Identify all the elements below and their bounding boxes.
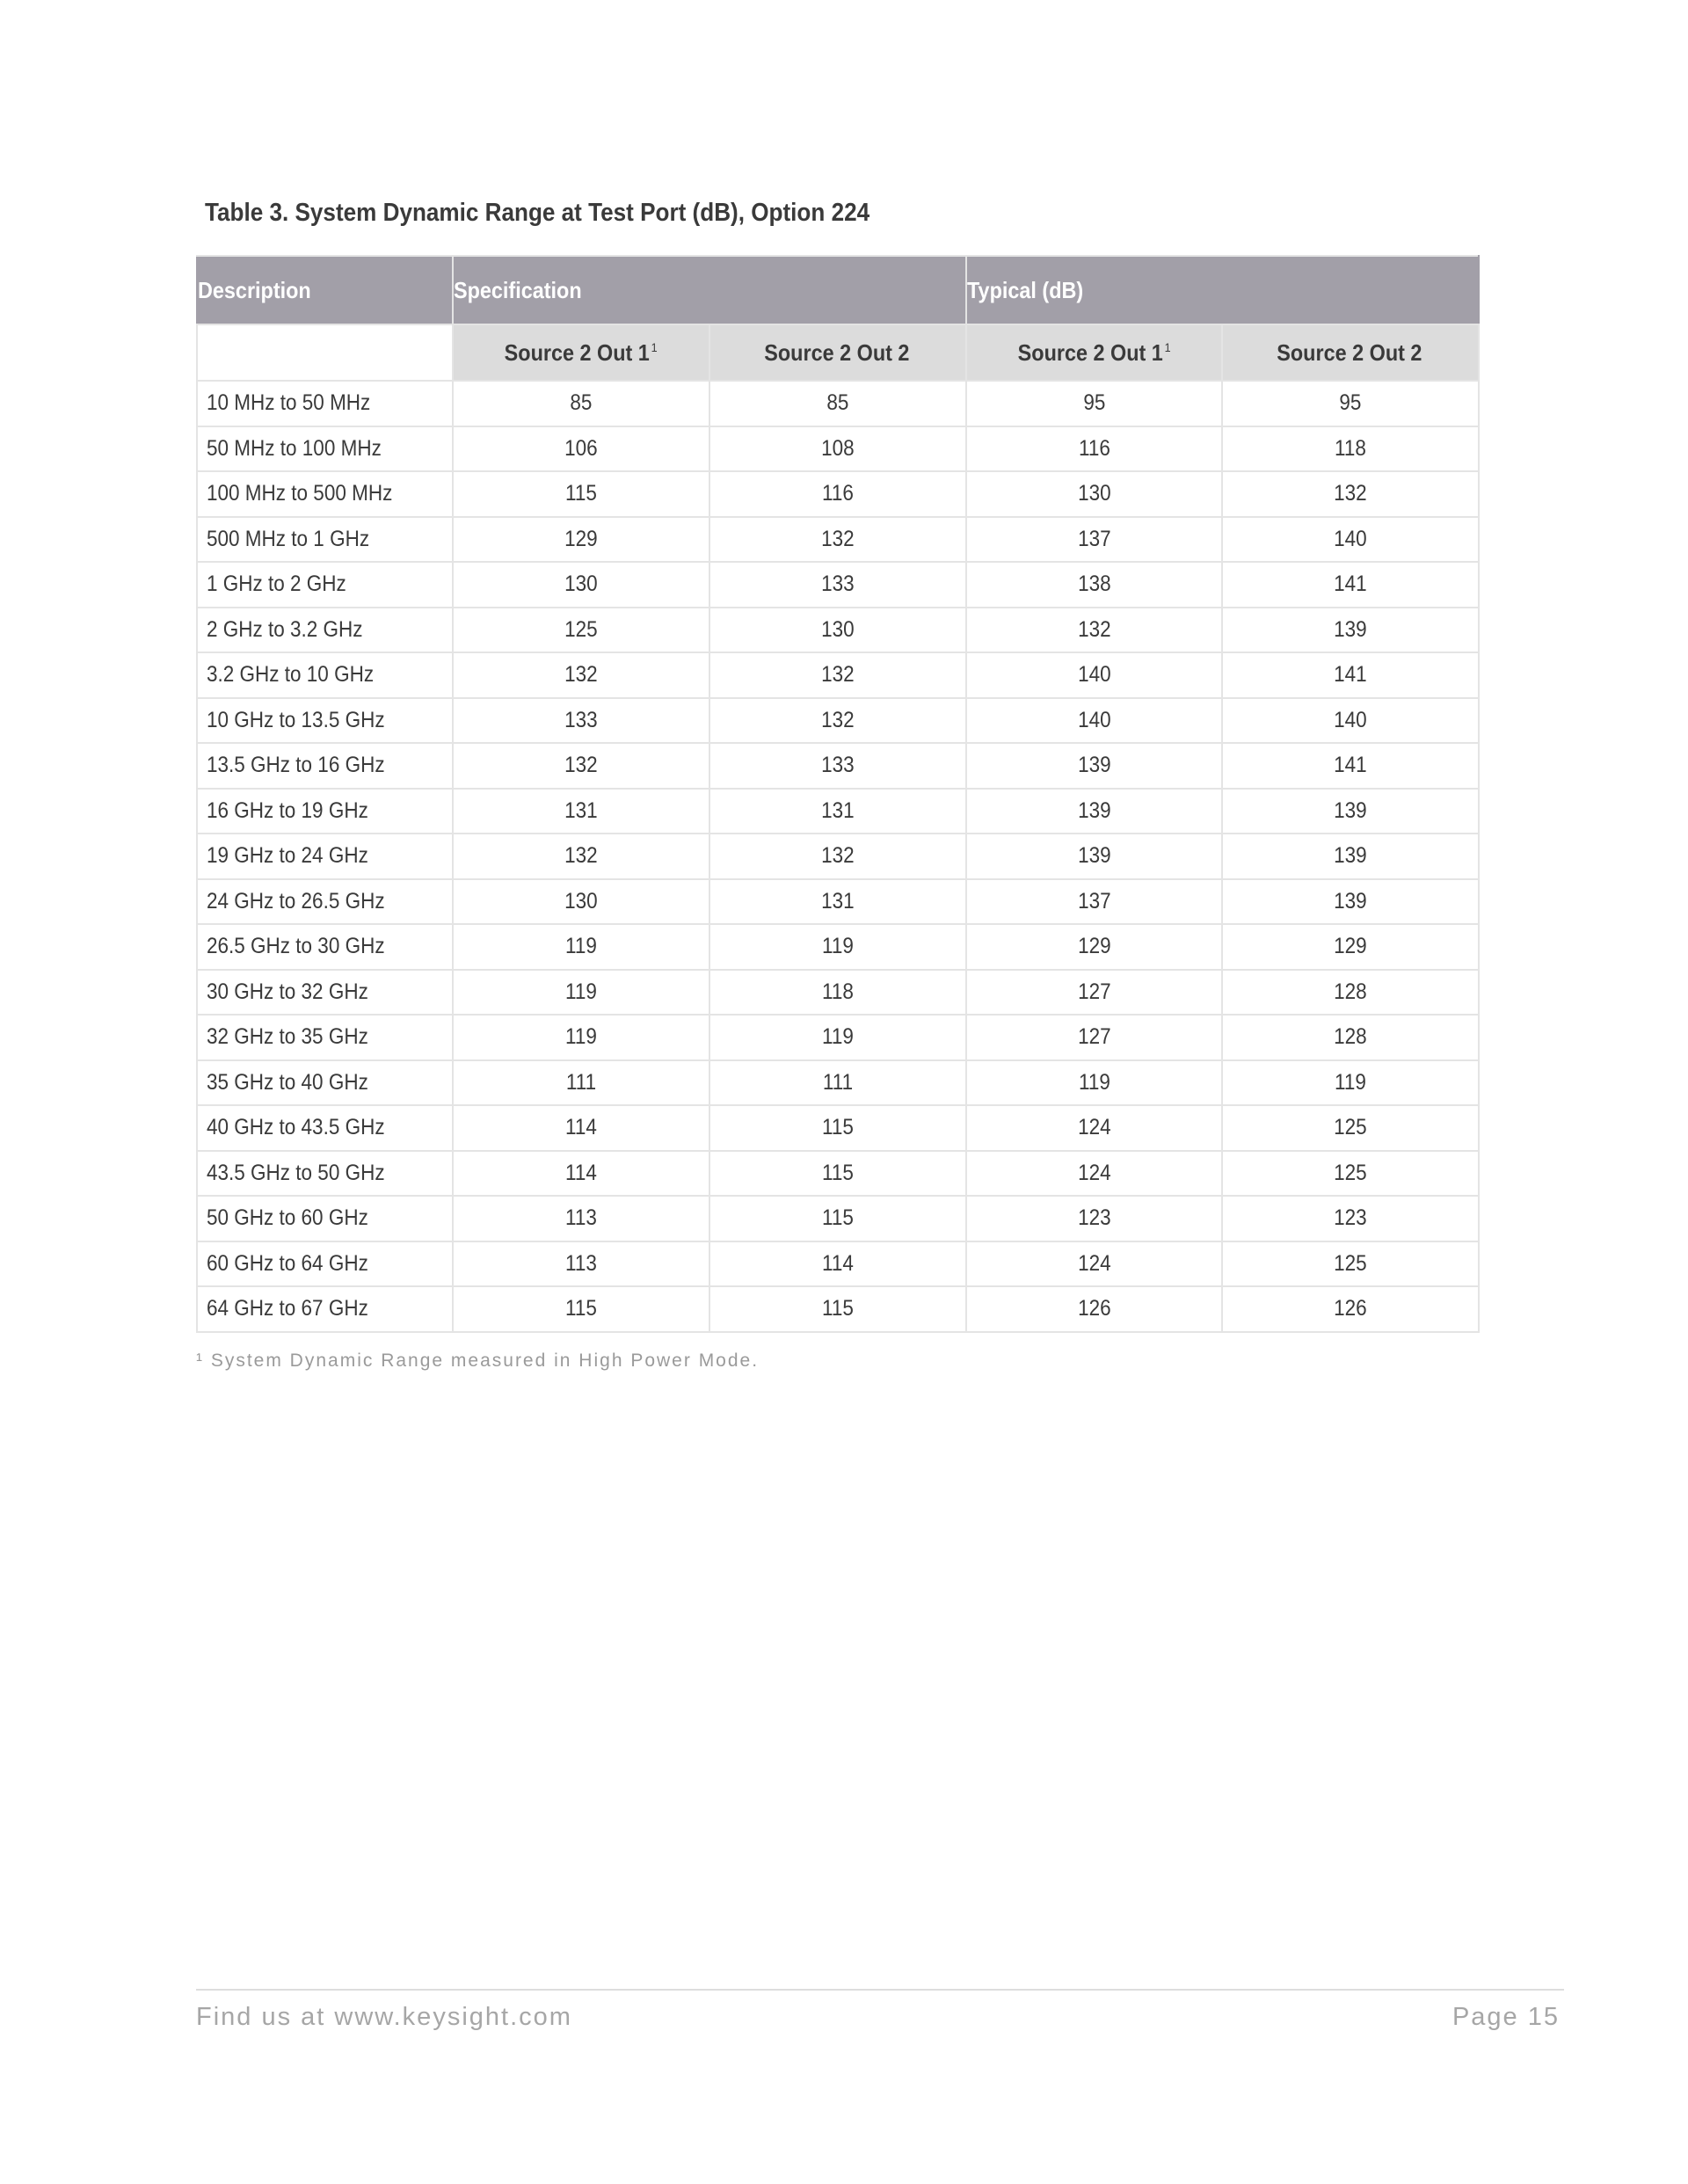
sub-header-typ-out2: Source 2 Out 2: [1222, 324, 1479, 381]
cell-spec-out2: 131: [709, 789, 966, 834]
row-description: 16 GHz to 19 GHz: [197, 789, 453, 834]
sub-header-spec-out2: Source 2 Out 2: [709, 324, 966, 381]
table-row: [197, 517, 1479, 563]
cell-typ-out2: 140: [1222, 698, 1479, 744]
cell-typ-out1: 126: [966, 1286, 1222, 1332]
table-row: [197, 698, 1479, 744]
table-row: [197, 924, 1479, 970]
table-row: [197, 608, 1479, 653]
sub-header-spec-out1: Source 2 Out 1 $^1$: [453, 324, 709, 381]
sub-header-row: [197, 324, 1479, 381]
table-row: [197, 426, 1479, 472]
cell-spec-out1: 114: [453, 1151, 709, 1197]
table-row: [197, 879, 1479, 925]
row-description: 1 GHz to 2 GHz: [197, 562, 453, 608]
row-description: 100 MHz to 500 MHz: [197, 471, 453, 517]
table-row: [197, 1286, 1479, 1332]
table-row: [197, 1241, 1479, 1287]
cell-spec-out1: 111: [453, 1060, 709, 1106]
cell-typ-out2: 140: [1222, 517, 1479, 563]
cell-typ-out2: 139: [1222, 834, 1479, 879]
table-row: [197, 381, 1479, 426]
table-row: [197, 1105, 1479, 1151]
header-description: Description: [197, 256, 453, 324]
row-description: 2 GHz to 3.2 GHz: [197, 608, 453, 653]
cell-spec-out1: 129: [453, 517, 709, 563]
cell-spec-out1: 114: [453, 1105, 709, 1151]
cell-typ-out1: 127: [966, 970, 1222, 1016]
table-row: [197, 1015, 1479, 1060]
row-description: 10 GHz to 13.5 GHz: [197, 698, 453, 744]
cell-spec-out2: 119: [709, 1015, 966, 1060]
row-description: 10 MHz to 50 MHz: [197, 381, 453, 426]
row-description: 500 MHz to 1 GHz: [197, 517, 453, 563]
cell-spec-out2: 85: [709, 381, 966, 426]
cell-typ-out1: 95: [966, 381, 1222, 426]
cell-typ-out1: 130: [966, 471, 1222, 517]
table-row: [197, 834, 1479, 879]
row-description: 19 GHz to 24 GHz: [197, 834, 453, 879]
cell-spec-out2: 130: [709, 608, 966, 653]
table-row: [197, 1060, 1479, 1106]
table-row: [197, 1151, 1479, 1197]
cell-typ-out2: 139: [1222, 879, 1479, 925]
cell-typ-out2: 118: [1222, 426, 1479, 472]
cell-typ-out1: 140: [966, 698, 1222, 744]
row-description: 43.5 GHz to 50 GHz: [197, 1151, 453, 1197]
table-row: [197, 970, 1479, 1016]
cell-typ-out2: 126: [1222, 1286, 1479, 1332]
table-row: [197, 562, 1479, 608]
cell-typ-out2: 141: [1222, 652, 1479, 698]
sub-header-blank: [197, 324, 453, 381]
cell-typ-out2: 95: [1222, 381, 1479, 426]
cell-typ-out1: 124: [966, 1151, 1222, 1197]
cell-typ-out1: 139: [966, 743, 1222, 789]
cell-spec-out2: 132: [709, 652, 966, 698]
cell-spec-out2: 108: [709, 426, 966, 472]
cell-spec-out1: 119: [453, 924, 709, 970]
cell-spec-out1: 133: [453, 698, 709, 744]
cell-spec-out2: 115: [709, 1105, 966, 1151]
group-header-row: [197, 256, 1479, 324]
cell-typ-out2: 128: [1222, 970, 1479, 1016]
cell-typ-out2: 128: [1222, 1015, 1479, 1060]
cell-typ-out2: 119: [1222, 1060, 1479, 1106]
footer-link[interactable]: Find us at www.keysight.com: [196, 2003, 572, 2031]
cell-spec-out1: 119: [453, 970, 709, 1016]
cell-typ-out1: 137: [966, 517, 1222, 563]
cell-spec-out1: 132: [453, 834, 709, 879]
cell-spec-out2: 116: [709, 471, 966, 517]
cell-spec-out1: 113: [453, 1241, 709, 1287]
row-description: 24 GHz to 26.5 GHz: [197, 879, 453, 925]
cell-typ-out1: 139: [966, 789, 1222, 834]
cell-typ-out2: 132: [1222, 471, 1479, 517]
cell-spec-out1: 132: [453, 743, 709, 789]
cell-typ-out1: 116: [966, 426, 1222, 472]
cell-spec-out2: 132: [709, 834, 966, 879]
cell-typ-out2: 139: [1222, 608, 1479, 653]
row-description: 13.5 GHz to 16 GHz: [197, 743, 453, 789]
cell-typ-out1: 140: [966, 652, 1222, 698]
header-typical: Typical (dB): [966, 256, 1479, 324]
row-description: 26.5 GHz to 30 GHz: [197, 924, 453, 970]
cell-typ-out2: 129: [1222, 924, 1479, 970]
row-description: 64 GHz to 67 GHz: [197, 1286, 453, 1332]
row-description: 32 GHz to 35 GHz: [197, 1015, 453, 1060]
cell-typ-out2: 125: [1222, 1105, 1479, 1151]
cell-spec-out1: 131: [453, 789, 709, 834]
cell-typ-out1: 119: [966, 1060, 1222, 1106]
table-row: [197, 743, 1479, 789]
row-description: 50 GHz to 60 GHz: [197, 1196, 453, 1241]
cell-spec-out2: 115: [709, 1151, 966, 1197]
table-row: [197, 471, 1479, 517]
dynamic-range-table: [196, 255, 1480, 1333]
cell-spec-out1: 113: [453, 1196, 709, 1241]
page-number: Page 15: [1452, 2003, 1560, 2031]
header-specification: Specification: [453, 256, 966, 324]
cell-typ-out1: 124: [966, 1241, 1222, 1287]
cell-typ-out2: 123: [1222, 1196, 1479, 1241]
cell-typ-out2: 125: [1222, 1151, 1479, 1197]
cell-spec-out1: 85: [453, 381, 709, 426]
cell-spec-out2: 114: [709, 1241, 966, 1287]
row-description: 40 GHz to 43.5 GHz: [197, 1105, 453, 1151]
cell-spec-out2: 115: [709, 1286, 966, 1332]
cell-typ-out2: 125: [1222, 1241, 1479, 1287]
cell-typ-out1: 124: [966, 1105, 1222, 1151]
cell-typ-out1: 129: [966, 924, 1222, 970]
cell-typ-out1: 139: [966, 834, 1222, 879]
cell-spec-out2: 132: [709, 517, 966, 563]
row-description: 30 GHz to 32 GHz: [197, 970, 453, 1016]
cell-spec-out1: 115: [453, 1286, 709, 1332]
cell-typ-out1: 132: [966, 608, 1222, 653]
table-row: [197, 1196, 1479, 1241]
cell-typ-out1: 137: [966, 879, 1222, 925]
cell-spec-out1: 130: [453, 562, 709, 608]
cell-spec-out1: 130: [453, 879, 709, 925]
table-body: [197, 381, 1479, 1332]
cell-typ-out2: 139: [1222, 789, 1479, 834]
cell-spec-out1: 119: [453, 1015, 709, 1060]
cell-typ-out2: 141: [1222, 562, 1479, 608]
table-row: [197, 652, 1479, 698]
cell-typ-out1: 127: [966, 1015, 1222, 1060]
cell-spec-out2: 115: [709, 1196, 966, 1241]
footer-divider: [196, 1989, 1564, 1991]
cell-spec-out2: 118: [709, 970, 966, 1016]
cell-spec-out2: 133: [709, 743, 966, 789]
cell-typ-out2: 141: [1222, 743, 1479, 789]
row-description: 60 GHz to 64 GHz: [197, 1241, 453, 1287]
sub-header-typ-out1: Source 2 Out 1 $^1$: [966, 324, 1222, 381]
row-description: 50 MHz to 100 MHz: [197, 426, 453, 472]
cell-spec-out2: 119: [709, 924, 966, 970]
cell-spec-out2: 133: [709, 562, 966, 608]
row-description: 3.2 GHz to 10 GHz: [197, 652, 453, 698]
cell-typ-out1: 138: [966, 562, 1222, 608]
table-title: Table 3. System Dynamic Range at Test Port (dB), Option 224: [205, 199, 870, 227]
cell-spec-out2: 132: [709, 698, 966, 744]
table-row: [197, 789, 1479, 834]
row-description: 35 GHz to 40 GHz: [197, 1060, 453, 1106]
cell-spec-out1: 115: [453, 471, 709, 517]
cell-typ-out1: 123: [966, 1196, 1222, 1241]
cell-spec-out1: 132: [453, 652, 709, 698]
cell-spec-out1: 125: [453, 608, 709, 653]
cell-spec-out2: 131: [709, 879, 966, 925]
cell-spec-out2: 111: [709, 1060, 966, 1106]
cell-spec-out1: 106: [453, 426, 709, 472]
footnote: ¹ System Dynamic Range measured in High Power Mode.: [196, 1350, 760, 1371]
